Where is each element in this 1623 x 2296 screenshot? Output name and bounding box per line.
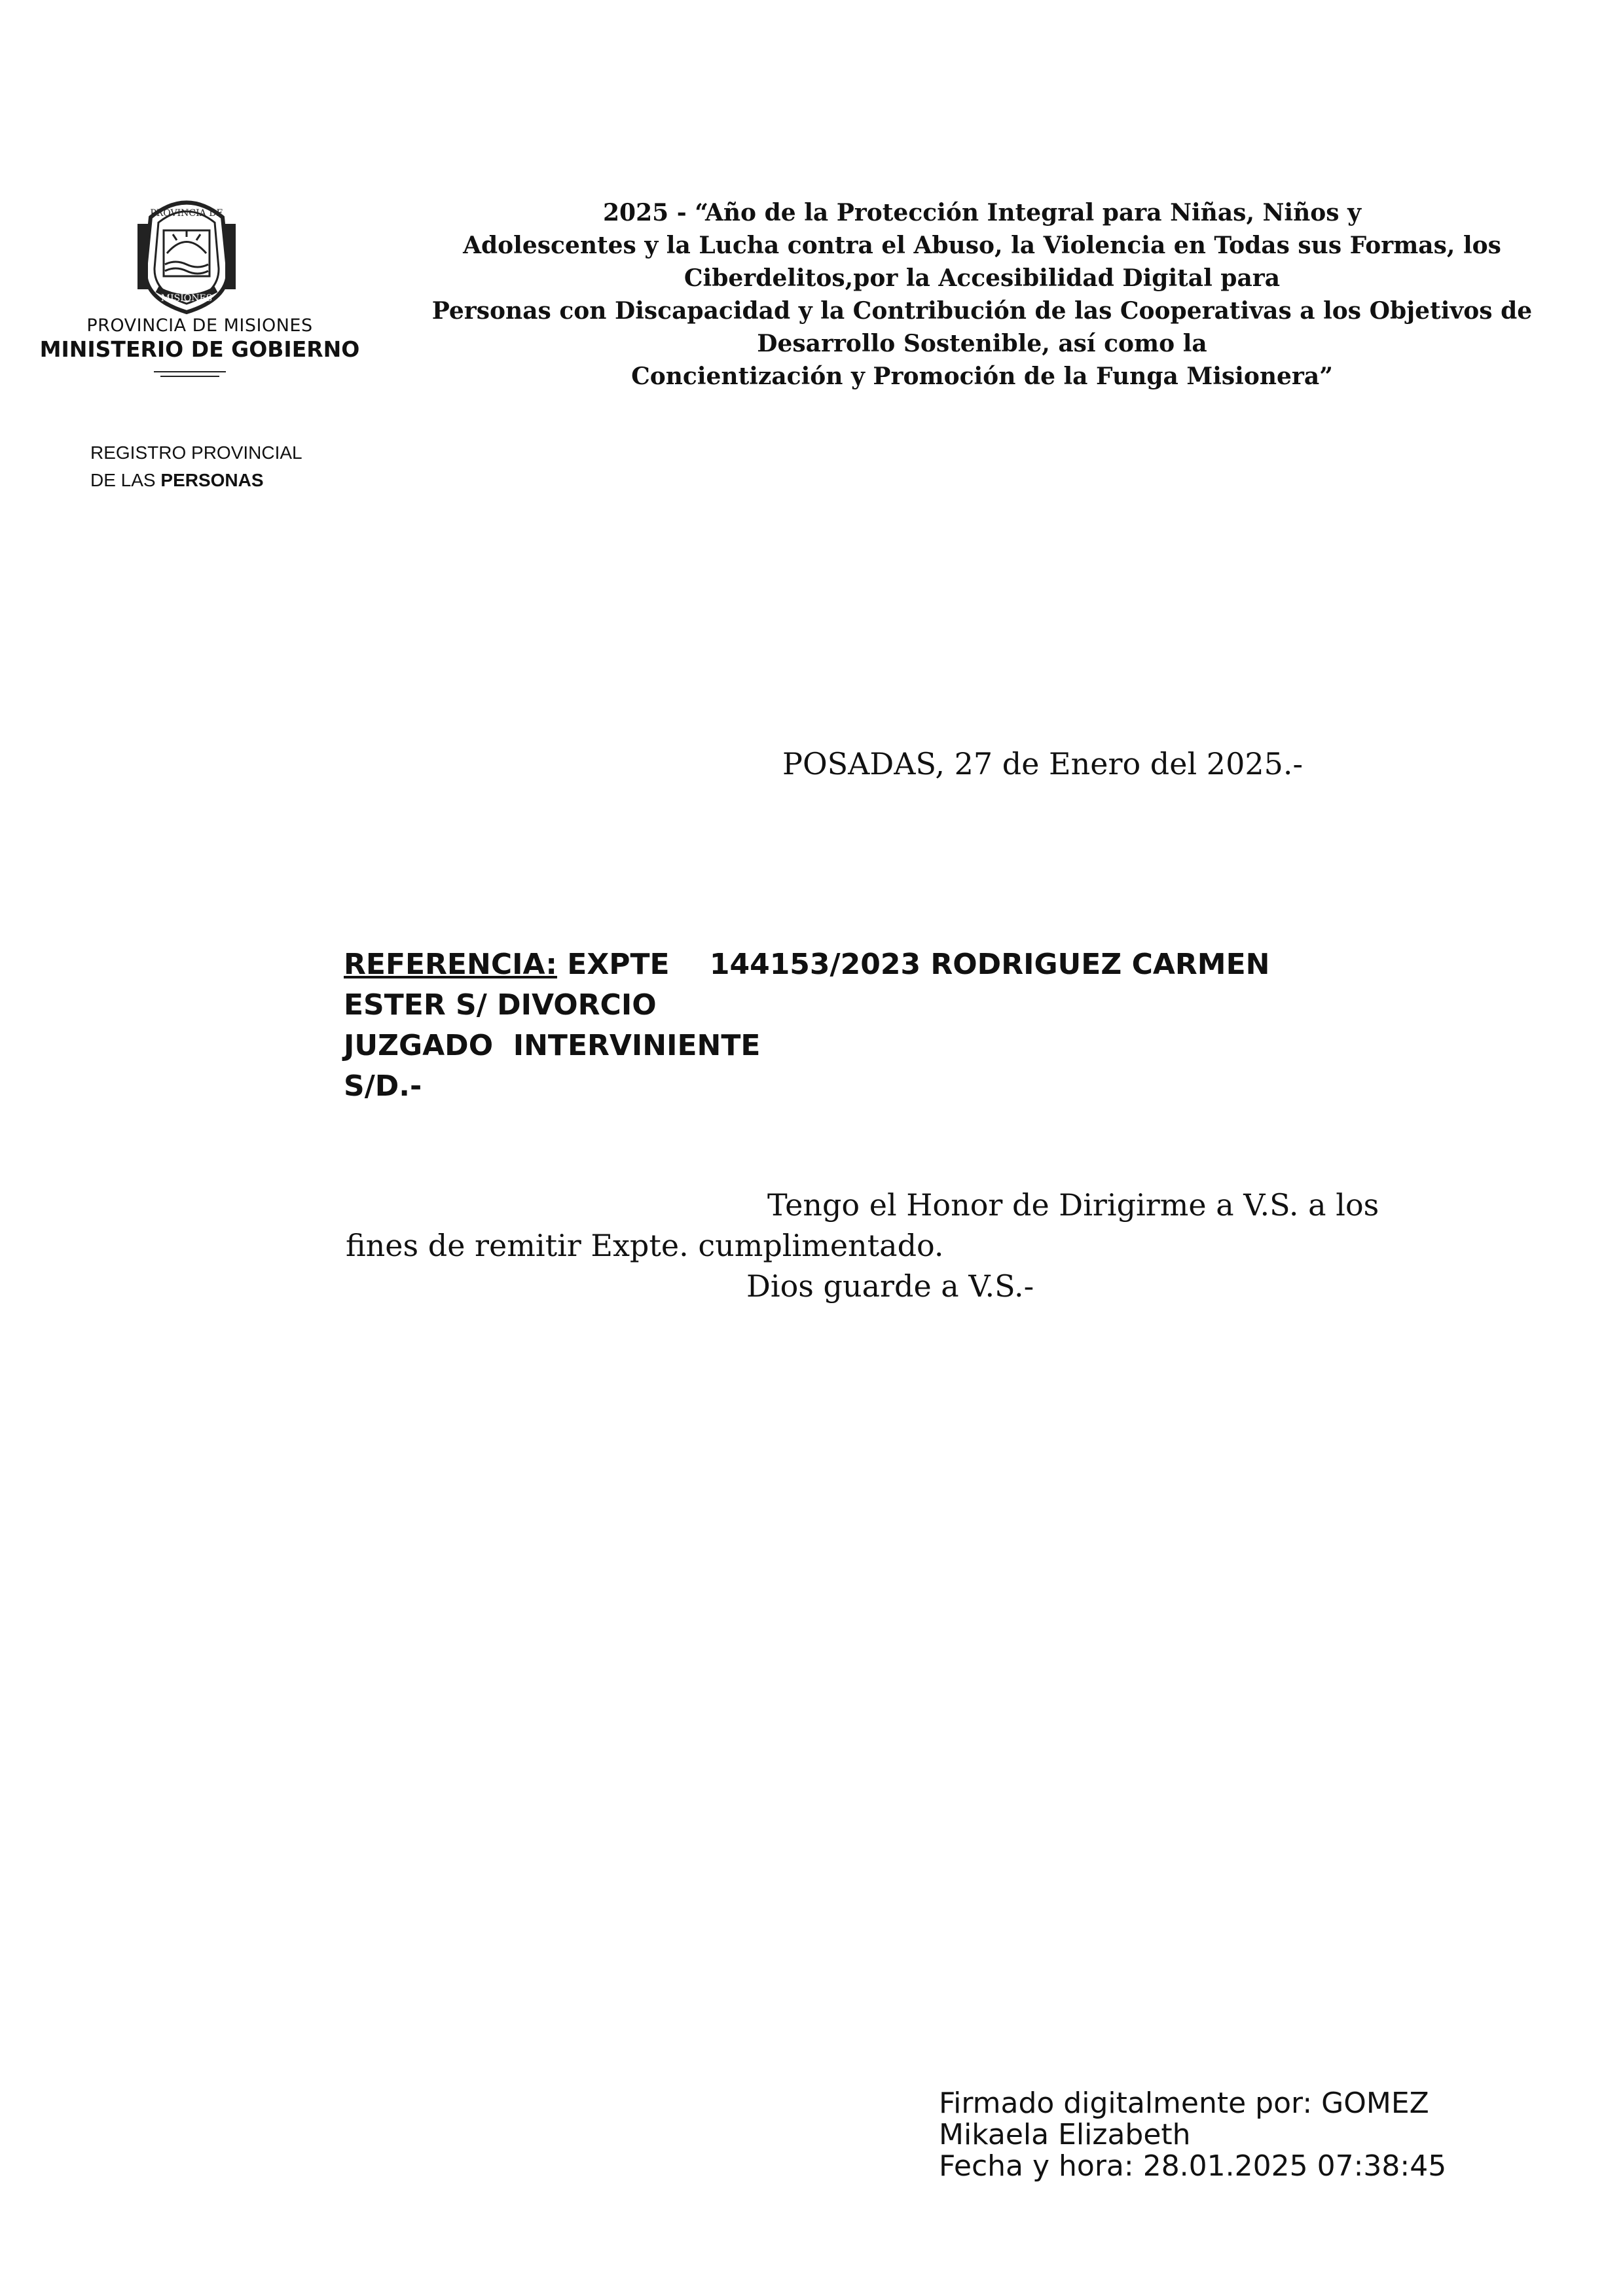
motto-line: Personas con Discapacidad y la Contribución de las Cooperativas a los Objetivos de <box>431 297 1533 325</box>
motto-line: Desarrollo Sostenible, así como la <box>757 330 1207 357</box>
seal-text-bottom: MISIONES <box>160 293 213 304</box>
reference-expediente: EXPTE 144153/2023 RODRIGUEZ CARMEN <box>556 948 1270 981</box>
registry-line-2-prefix: DE LAS <box>90 470 161 490</box>
digital-signature-timestamp: Fecha y hora: 28.01.2025 07:38:45 <box>939 2149 1447 2183</box>
digital-signature-line-1: Firmado digitalmente por: GOMEZ <box>939 2087 1429 2120</box>
provincia-de-misiones-seal-icon <box>131 191 242 315</box>
closing-salutation: Dios guarde a V.S.- <box>746 1268 1034 1304</box>
motto-line: 2025 - “Año de la Protección Integral para Niñas, Niños y <box>602 199 1361 226</box>
reference-label: REFERENCIA: <box>344 948 557 981</box>
reference-line-1 <box>344 948 1269 981</box>
place-date: POSADAS, 27 de Enero del 2025.- <box>782 746 1304 781</box>
registry-line-2 <box>90 470 264 491</box>
province-name: PROVINCIA DE MISIONES <box>86 315 313 336</box>
motto-line: Concientización y Promoción de la Funga Misionera” <box>631 363 1333 390</box>
motto-line: Ciberdelitos,por la Accesibilidad Digital para <box>684 264 1281 292</box>
body-line-2: fines de remitir Expte. cumplimentado. <box>346 1228 944 1263</box>
registry-line-1: REGISTRO PROVINCIAL <box>90 442 302 463</box>
reference-line-2: ESTER S/ DIVORCIO <box>344 988 657 1022</box>
ministry-name: MINISTERIO DE GOBIERNO <box>39 336 360 362</box>
seal-text-top: PROVINCIA DE <box>150 208 223 219</box>
digital-signature-line-2: Mikaela Elizabeth <box>939 2118 1191 2151</box>
motto-line: Adolescentes y la Lucha contra el Abuso, la Violencia en Todas sus Formas, los <box>463 232 1501 259</box>
reference-sd: S/D.- <box>344 1069 422 1103</box>
body-line-1: Tengo el Honor de Dirigirme a V.S. a los <box>767 1187 1379 1223</box>
logo-divider <box>154 370 226 378</box>
registry-line-2-bold: PERSONAS <box>160 470 264 490</box>
reference-court: JUZGADO INTERVINIENTE <box>344 1029 761 1062</box>
year-motto <box>367 196 1597 393</box>
